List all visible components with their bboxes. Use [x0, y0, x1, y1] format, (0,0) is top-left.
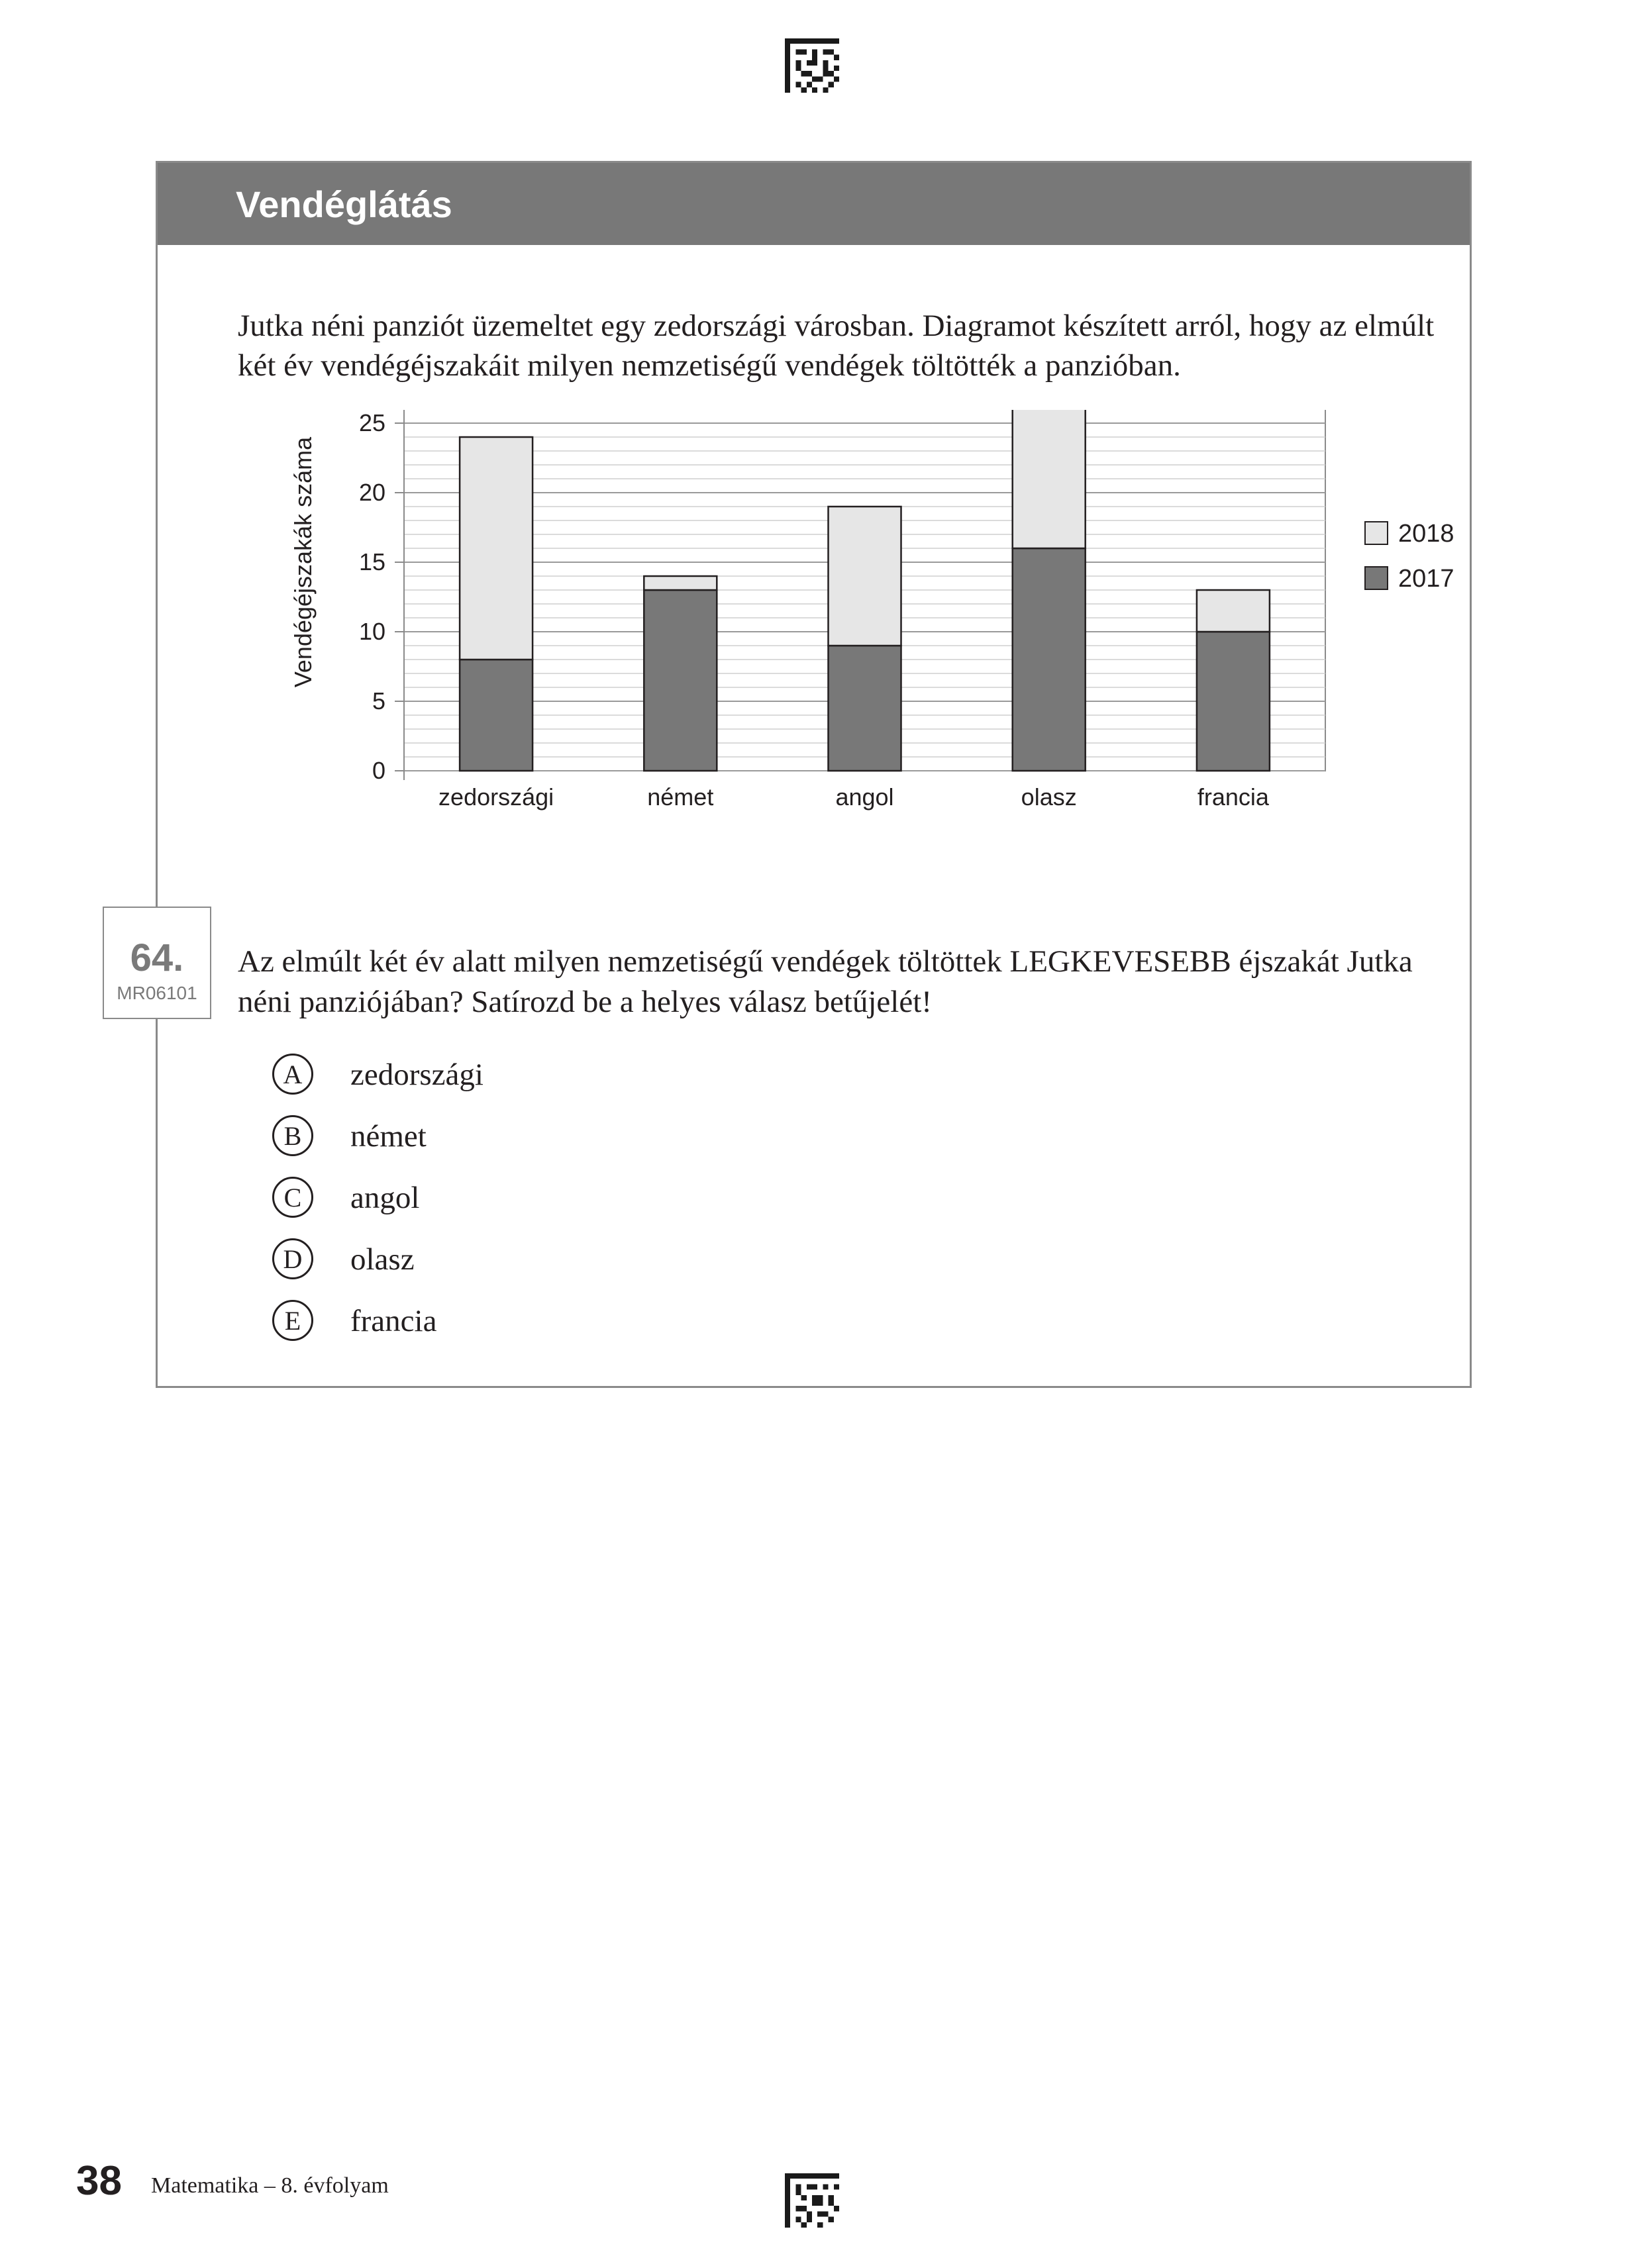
bar-2017-zedországi	[460, 660, 533, 771]
bar-2017-olasz	[1013, 548, 1086, 771]
y-tick-label: 10	[358, 618, 385, 645]
top-qr-code	[785, 38, 839, 93]
panel-header	[158, 163, 1470, 245]
option-a[interactable]	[272, 1054, 670, 1100]
x-tick-label: francia	[1197, 783, 1269, 811]
question-text: Az elmúlt két év alatt milyen nemzetiségű vendégek töltöttek LEGKEVESEBB éjszakát Jutka néni panziójában? Satírozd be a helyes válasz betűjelét!	[238, 944, 1413, 1019]
legend-label-2018: 2018	[1398, 520, 1454, 548]
y-tick-label: 0	[372, 757, 385, 784]
task-panel	[117, 161, 1472, 1388]
task-number: 64.	[130, 936, 184, 979]
x-tick-label: zedországi	[438, 783, 554, 811]
legend-label-2017: 2017	[1398, 565, 1454, 593]
option-e-text: francia	[350, 1304, 437, 1338]
option-c-bubble[interactable]: C	[272, 1177, 313, 1218]
legend-swatch-2018	[1365, 522, 1388, 544]
x-tick-label: angol	[835, 783, 894, 811]
task-code: MR06101	[117, 983, 197, 1003]
x-tick-label: olasz	[1021, 783, 1077, 811]
legend-swatch-2017	[1365, 567, 1388, 589]
option-d-bubble[interactable]: D	[272, 1238, 313, 1279]
x-tick-label: német	[647, 783, 714, 811]
option-b-bubble[interactable]: B	[272, 1115, 313, 1156]
bar-2018-német	[644, 576, 717, 590]
bar-2017-francia	[1197, 632, 1270, 771]
option-d[interactable]	[272, 1238, 670, 1285]
bar-2017-angol	[829, 646, 901, 771]
intro-text: Jutka néni panziót üzemeltet egy zedországi városban. Diagramot készített arról, hogy az elmúlt két év vendégéjszakáit milyen nemzetiségű vendégek töltötték a panzióban.	[238, 309, 1435, 383]
bar-2018-zedországi	[460, 437, 533, 660]
stacked-bar-chart	[277, 410, 1469, 913]
bar-2018-francia	[1197, 590, 1270, 632]
option-e-bubble[interactable]: E	[272, 1300, 313, 1341]
y-tick-label: 25	[358, 410, 385, 436]
task-number-box	[103, 907, 211, 1019]
bar-2018-olasz	[1013, 410, 1086, 548]
y-tick-label: 15	[358, 548, 385, 575]
option-b-text: német	[350, 1119, 427, 1154]
panel-title: Vendéglátás	[236, 183, 452, 225]
y-tick-label: 5	[372, 687, 385, 715]
bar-2018-angol	[829, 507, 901, 646]
y-axis-label: Vendégéjszakák száma	[289, 436, 317, 688]
option-a-bubble[interactable]: A	[272, 1054, 313, 1095]
option-c[interactable]	[272, 1177, 670, 1223]
option-b[interactable]	[272, 1115, 670, 1161]
page-number: 38	[76, 2158, 122, 2204]
option-e[interactable]	[272, 1300, 670, 1346]
option-c-text: angol	[350, 1181, 420, 1215]
bottom-qr-code	[785, 2173, 839, 2228]
option-d-text: olasz	[350, 1242, 415, 1277]
bar-2017-német	[644, 590, 717, 771]
y-tick-label: 20	[358, 479, 385, 506]
footer-subject: Matematika – 8. évfolyam	[151, 2173, 389, 2198]
option-a-text: zedországi	[350, 1058, 483, 1092]
